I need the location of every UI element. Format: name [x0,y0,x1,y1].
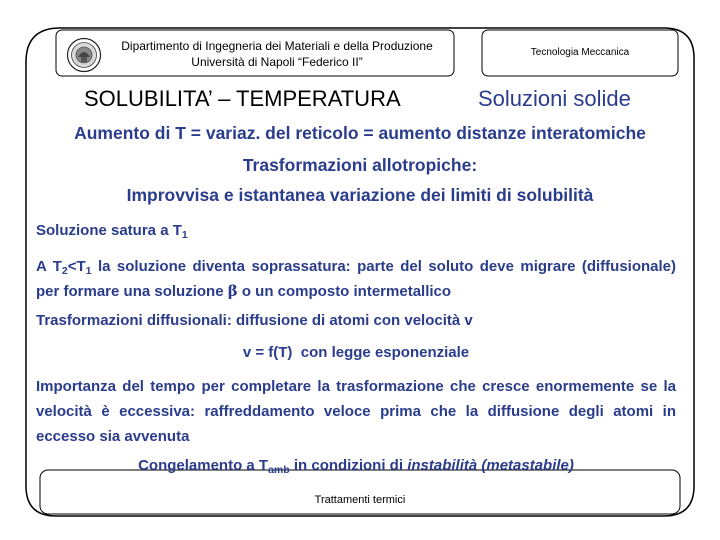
freezing-statement: Congelamento a $T_{amb}$ in condizioni di instabilità (metastabile) [138,457,574,476]
university-name: Università di Napoli “Federico II” [191,55,363,69]
statement-solubility-change: Improvvisa e istantanea variazione dei limiti di solubilità [126,185,594,205]
statement-temperature: Aumento di T = variaz. del reticolo = aumento distanze interatomiche [74,123,646,143]
diffusional-transformations: Trasformazioni diffusionali: diffusione di atomi con velocità v [36,312,473,329]
importance-paragraph: Importanza del tempo per completare la trasformazione che cresce enormemente se la velocità è eccessiva: raffreddamento veloce prima che la diffusione degli atomi in eccesso sia avvenuta [36,378,676,445]
supersaturation-paragraph: A $T_2<T_1$ la soluzione diventa soprassatura: parte del soluto deve migrare (diffusionale) per formare una soluzione β o un composto intermetallico [36,258,677,300]
saturated-solution: Soluzione satura a $T_1$ [36,222,188,241]
slide-title: SOLUBILITA’ – TEMPERATURA [84,86,401,111]
university-seal-icon [66,37,102,73]
slide-subtitle: Soluzioni solide [478,86,631,111]
footer-box [40,470,680,514]
velocity-formula: v = f(T) con legge esponenziale [242,344,470,361]
department-header [104,38,450,70]
course-name: Tecnologia Meccanica [530,47,630,58]
statement-allotropic: Trasformazioni allotropiche: [242,155,478,175]
department-name: Dipartimento di Ingegneria dei Materiali e della Produzione [121,39,433,53]
footer-label: Trattamenti termici [314,494,406,506]
